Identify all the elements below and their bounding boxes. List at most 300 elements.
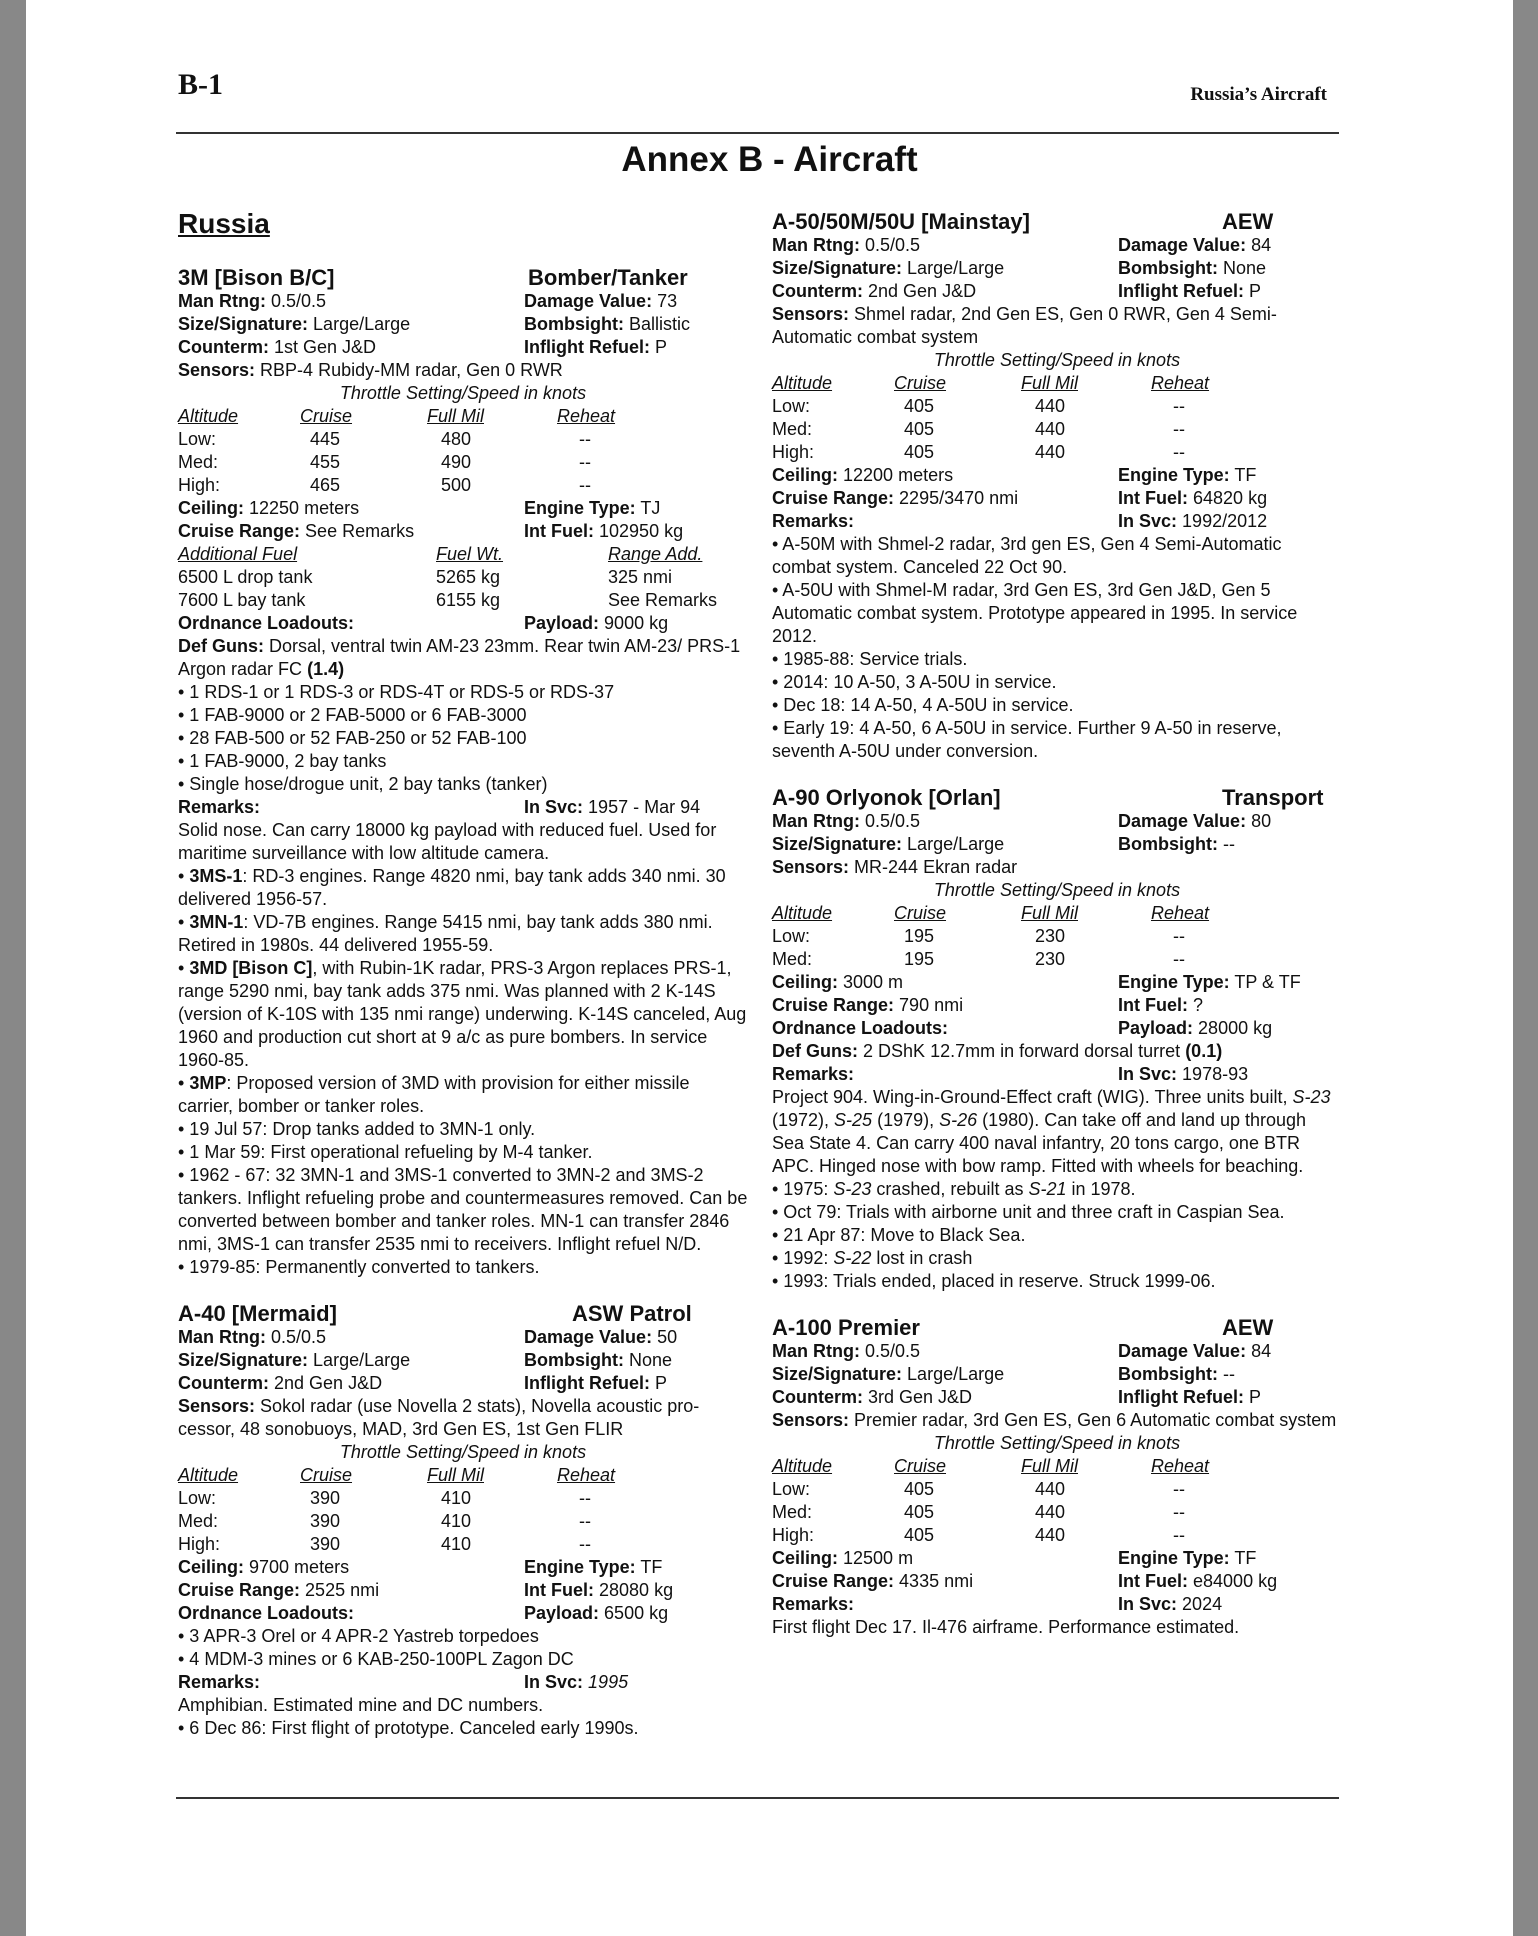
text-mainstay-refuel: P	[1249, 281, 1262, 301]
text-orlan-speeds-0-3: --	[1173, 926, 1185, 946]
text-labels-refuel: Inflight Refuel:	[1118, 1387, 1244, 1407]
text-labels-ceiling: Ceiling:	[772, 1548, 838, 1568]
text-line	[1118, 1570, 1342, 1593]
text-labels-bomb: Bombsight:	[1118, 1364, 1218, 1384]
text-line	[178, 1602, 748, 1625]
text-orlan-defguns-val: (0.1)	[1185, 1041, 1223, 1061]
text-speed-headers-1: Cruise	[894, 1456, 947, 1476]
text-line	[772, 280, 1342, 303]
text-mermaid-man: 0.5/0.5	[271, 1327, 327, 1347]
text-mermaid-refuel: P	[655, 1373, 668, 1393]
text-labels-engine: Engine Type:	[524, 498, 636, 518]
text-orlan-b4-pre: • 1992:	[772, 1248, 834, 1268]
text-labels-refuel: Inflight Refuel:	[524, 1373, 650, 1393]
text-labels-intfuel: Int Fuel:	[1118, 488, 1188, 508]
text-mainstay-remarks-1: • A-50U with Shmel-M radar, 3rd Gen ES, 3rd Gen J&D, Gen 5 Automatic combat system. Prototype appeared in 1995. In service 2012.	[772, 580, 1298, 646]
size-signature: Large/Large	[313, 314, 411, 334]
text-line	[772, 1017, 1342, 1040]
text-line	[1118, 280, 1342, 303]
text-labels-bomb: Bombsight:	[524, 314, 624, 334]
text-speed-caption: Throttle Setting/Speed in knots	[339, 1442, 587, 1462]
aircraft-entry-orlan	[772, 785, 1342, 1293]
text-mainstay-speeds-0-1: 405	[904, 396, 935, 416]
text-bison-speeds-0-3: --	[579, 429, 591, 449]
text-premier-insvc: 2024	[1182, 1594, 1223, 1614]
text-mermaid-payload: 6500 kg	[604, 1603, 669, 1623]
text-labels-insvc: In Svc:	[1118, 1594, 1178, 1614]
text-line	[524, 1326, 748, 1349]
text-line	[772, 810, 1118, 833]
text-mermaid-speeds-1-3: --	[579, 1511, 591, 1531]
text-line	[772, 1547, 1342, 1570]
text-orlan-payload: 28000 kg	[1198, 1018, 1273, 1038]
text-premier-speeds-0-2: 440	[1035, 1479, 1066, 1499]
text-orlan-speeds-0-1: 195	[904, 926, 935, 946]
text-labels-ord: Ordnance Loadouts:	[178, 613, 355, 633]
text-mermaid-sensors: Sokol radar (use Novella 2 stats), Novella acoustic pro-cessor, 48 sonobuoys, MAD, 3rd Gen ES, 1st Gen FLIR	[178, 1396, 700, 1439]
text-line	[178, 1579, 748, 1602]
text-line	[524, 497, 748, 520]
text-mainstay-intfuel: 64820 kg	[1193, 488, 1268, 508]
text-premier-speeds-0-1: 405	[904, 1479, 935, 1499]
text-speed-headers-0: Altitude	[178, 1465, 239, 1485]
text-bison-speeds-0-2: 480	[441, 429, 472, 449]
text-line: • 3MN-1: VD-7B engines. Range 5415 nmi, bay tank adds 380 nmi. Retired in 1980s. 44 delivered 1955-59.	[178, 912, 713, 955]
text-labels-insvc: In Svc:	[1118, 1064, 1178, 1084]
text-line	[772, 971, 1342, 994]
text-labels-size: Size/Signature:	[178, 314, 309, 334]
text-orlan-speeds-1-1: 195	[904, 949, 935, 969]
text-orlan-b2: • Oct 79: Trials with airborne unit and three craft in Caspian Sea.	[772, 1202, 1285, 1222]
left-column	[178, 209, 748, 1762]
text-speed-headers-1: Cruise	[300, 1465, 353, 1485]
text-labels-size: Size/Signature:	[772, 1364, 903, 1384]
text-bison-rem-b2: 3MN-1	[189, 912, 244, 932]
text-premier-speeds-0-3: --	[1173, 1479, 1185, 1499]
text-labels-ord: Ordnance Loadouts:	[772, 1018, 949, 1038]
text-line	[772, 1178, 1342, 1201]
text-premier-dmg: 84	[1251, 1341, 1272, 1361]
text-labels-intfuel: Int Fuel:	[1118, 1571, 1188, 1591]
text-labels-range: Cruise Range:	[772, 488, 895, 508]
text-line	[178, 796, 748, 819]
text-premier-man: 0.5/0.5	[865, 1341, 921, 1361]
text-line	[1118, 487, 1342, 510]
text-orlan-b4-post: lost in crash	[871, 1248, 973, 1268]
text-line	[1118, 833, 1342, 856]
text-line: • 3MD [Bison C], with Rubin-1K radar, PRS-3 Argon replaces PRS-1, range 5290 nmi, bay tank adds 375 nmi. Was planned with 2 K-14S (version of K-10S with 135 nmi range) underwing. K-14S canceled, Aug 1960 and production cut short at 9 a/c as pure bombers. In service 1960-85.	[178, 958, 747, 1070]
text-mermaid-speeds-2-1: 390	[310, 1534, 341, 1554]
text-labels-defguns: Def Guns:	[772, 1041, 859, 1061]
text-speed-headers-1: Cruise	[894, 903, 947, 923]
region-heading: Russia	[178, 208, 270, 239]
text-labels-sensors: Sensors:	[772, 1410, 850, 1430]
text-labels-intfuel: Int Fuel:	[1118, 995, 1188, 1015]
text-bison-rem-t3: , with Rubin-1K radar, PRS-3 Argon replaces PRS-1, range 5290 nmi, bay tank adds 375 nmi. Was planned with 2 K-14S (version of K-10S with 135 nmi range) underwing. K-14S canceled, Aug 1960 and production cut short at 9 a/c as pure bombers. In service 1960-85.	[178, 958, 747, 1070]
text-mainstay-range: 2295/3470 nmi	[899, 488, 1019, 508]
text-bison-ordnance-3: • 1 FAB-9000, 2 bay tanks	[178, 751, 387, 771]
text-labels-remarks: Remarks:	[178, 797, 261, 817]
text-mainstay-speeds-0-2: 440	[1035, 396, 1066, 416]
text-mermaid-speeds-2-2: 410	[441, 1534, 472, 1554]
page-title: Annex B - Aircraft	[621, 140, 918, 179]
text-bison-rem-more-3: • 1979-85: Permanently converted to tankers.	[178, 1257, 540, 1277]
text-speed-headers-0: Altitude	[772, 373, 833, 393]
text-line	[772, 1340, 1118, 1363]
text-line	[772, 1570, 1118, 1593]
text-labels-intfuel: Int Fuel:	[524, 1580, 594, 1600]
text-bison-ordnance-4: • Single hose/drogue unit, 2 bay tanks (tanker)	[178, 774, 548, 794]
text-bison-fuel-rows-1-1: 6155 kg	[436, 590, 501, 610]
text-bison-rem-more-2: • 1962 - 67: 32 3MN-1 and 3MS-1 converted to 3MN-2 and 3MS-2 tankers. Inflight refueling probe and countermeasures removed. Can be converted between bomber and tanker roles. MN-1 can transfer 2846 nmi, 3MS-1 can transfer 2535 nmi to receivers. Inflight refuel N/D.	[178, 1165, 748, 1254]
text-orlan-defguns: 2 DShK 12.7mm in forward dorsal turret	[863, 1041, 1181, 1061]
text-line	[772, 464, 1118, 487]
text-bison-fuel-headers-2: Range Add.	[608, 544, 703, 564]
text-labels-bomb: Bombsight:	[524, 1350, 624, 1370]
text-line	[178, 1556, 524, 1579]
text-orlan-speeds-0-0: Low:	[772, 926, 811, 946]
text-line	[772, 810, 1342, 833]
text-line	[178, 612, 748, 635]
footer-rule	[176, 1797, 1339, 1799]
text-orlan-intfuel: ?	[1193, 995, 1204, 1015]
text-orlan-rem-p3: (1979),	[872, 1110, 940, 1130]
text-orlan-b1-pre: • 1975:	[772, 1179, 834, 1199]
text-speed-headers-2: Full Mil	[1021, 1456, 1078, 1476]
text-line	[178, 1556, 748, 1579]
text-labels-refuel: Inflight Refuel:	[524, 337, 650, 357]
text-line	[772, 510, 1342, 533]
text-line	[772, 1386, 1118, 1409]
text-labels-man: Man Rtng:	[772, 811, 860, 831]
aircraft-entry-mermaid	[178, 1301, 748, 1740]
text-line	[772, 1363, 1118, 1386]
text-bison-rem-more-0: • 19 Jul 57: Drop tanks added to 3MN-1 only.	[178, 1119, 536, 1139]
text-line	[524, 1372, 748, 1395]
text-orlan-rem-s23: S-23	[1292, 1087, 1331, 1107]
text-orlan-b5: • 1993: Trials ended, placed in reserve. Struck 1999-06.	[772, 1271, 1216, 1291]
text-premier-speeds-2-0: High:	[772, 1525, 815, 1545]
text-premier-speeds-1-0: Med:	[772, 1502, 813, 1522]
text-labels-dmg: Damage Value:	[1118, 235, 1247, 255]
text-line	[772, 1063, 1342, 1086]
text-line	[1118, 234, 1342, 257]
text-mermaid-ceiling: 9700 meters	[249, 1557, 350, 1577]
text-orlan-rem-s25: S-25	[834, 1110, 873, 1130]
text-premier-speeds-2-1: 405	[904, 1525, 935, 1545]
text-line	[178, 1671, 748, 1694]
text-line	[178, 1671, 524, 1694]
text-line	[772, 257, 1118, 280]
text-labels-engine: Engine Type:	[524, 1557, 636, 1577]
text-line	[772, 1570, 1342, 1593]
inflight-refuel: P	[655, 337, 668, 357]
text-mermaid-counter: 2nd Gen J&D	[274, 1373, 383, 1393]
text-speed-caption: Throttle Setting/Speed in knots	[933, 1433, 1181, 1453]
text-labels-payload: Payload:	[524, 1603, 600, 1623]
text-mainstay-dmg: 84	[1251, 235, 1272, 255]
text-premier-speeds-2-3: --	[1173, 1525, 1185, 1545]
text-mermaid-bomb: None	[629, 1350, 673, 1370]
text-bison-rem-b4: 3MP	[189, 1073, 227, 1093]
aircraft-name: A-100 Premier	[772, 1315, 920, 1340]
text-labels-remarks: Remarks:	[772, 1064, 855, 1084]
right-column	[772, 209, 1342, 1661]
text-bison-fuel-headers-1: Fuel Wt.	[436, 544, 504, 564]
text-speed-headers-2: Full Mil	[427, 1465, 484, 1485]
text-line	[178, 359, 748, 382]
text-line	[772, 1593, 1342, 1616]
text-orlan-insvc: 1978-93	[1182, 1064, 1249, 1084]
text-labels-sensors: Sensors:	[178, 360, 256, 380]
aircraft-entry-mainstay	[772, 209, 1342, 763]
text-orlan-speeds-0-2: 230	[1035, 926, 1066, 946]
text-bison-ordnance-1: • 1 FAB-9000 or 2 FAB-5000 or 6 FAB-3000	[178, 705, 527, 725]
text-premier-sensors: Premier radar, 3rd Gen ES, Gen 6 Automatic combat system	[854, 1410, 1337, 1430]
text-premier-engine: TF	[1234, 1548, 1257, 1568]
text-labels-insvc: In Svc:	[524, 797, 584, 817]
text-speed-headers-0: Altitude	[178, 406, 239, 426]
text-labels-range: Cruise Range:	[772, 995, 895, 1015]
sensors: RBP-4 Rubidy-MM radar, Gen 0 RWR	[260, 360, 563, 380]
text-orlan-range: 790 nmi	[899, 995, 964, 1015]
speed-table	[772, 1455, 1342, 1547]
text-mainstay-remarks-2: • 1985-88: Service trials.	[772, 649, 968, 669]
text-line	[772, 234, 1342, 257]
text-orlan-dmg: 80	[1251, 811, 1272, 831]
text-line	[178, 290, 524, 313]
text-labels-engine: Engine Type:	[1118, 1548, 1230, 1568]
text-line	[524, 1556, 748, 1579]
text-labels-dmg: Damage Value:	[1118, 1341, 1247, 1361]
text-orlan-b4-s22: S-22	[833, 1248, 872, 1268]
text-bison-defguns: Dorsal, ventral twin AM-23 23mm. Rear twin AM-23/ PRS-1 Argon radar FC	[178, 636, 741, 679]
text-line	[178, 1349, 524, 1372]
text-orlan-b1-s21: S-21	[1028, 1179, 1067, 1199]
man-rating: 0.5/0.5	[271, 291, 327, 311]
text-premier-bomb: --	[1223, 1364, 1235, 1384]
text-speed-headers-3: Reheat	[557, 1465, 616, 1485]
text-labels-defguns: Def Guns:	[178, 636, 265, 656]
text-labels-man: Man Rtng:	[178, 1327, 266, 1347]
aircraft-type: ASW Patrol	[572, 1301, 692, 1326]
cruise-range: See Remarks	[305, 521, 415, 541]
text-mermaid-speeds-0-1: 390	[310, 1488, 341, 1508]
text-labels-payload: Payload:	[524, 613, 600, 633]
text-bison-speeds-0-1: 445	[310, 429, 341, 449]
text-bison-fuel-rows-0-1: 5265 kg	[436, 567, 501, 587]
text-bison-ordnance-0: • 1 RDS-1 or 1 RDS-3 or RDS-4T or RDS-5 or RDS-37	[178, 682, 615, 702]
text-line	[772, 1086, 1342, 1178]
in-service: 1957 - Mar 94	[588, 797, 701, 817]
text-line	[178, 1602, 524, 1625]
text-premier-refuel: P	[1249, 1387, 1262, 1407]
text-mainstay-remarks-3: • 2014: 10 A-50, 3 A-50U in service.	[772, 672, 1057, 692]
text-bison-rem-t1: : RD-3 engines. Range 4820 nmi, bay tank adds 340 nmi. 30 delivered 1956-57.	[178, 866, 726, 909]
speed-table	[178, 405, 748, 497]
text-mermaid-remarks-0: Amphibian. Estimated mine and DC numbers.	[178, 1695, 544, 1715]
text-labels-sensors: Sensors:	[178, 1396, 256, 1416]
text-labels-engine: Engine Type:	[1118, 972, 1230, 992]
text-mainstay-engine: TF	[1234, 465, 1257, 485]
text-bison-rem-t4: : Proposed version of 3MD with provision for either missile carrier, bomber or tanker roles.	[178, 1073, 690, 1116]
payload: 9000 kg	[604, 613, 669, 633]
text-labels-engine: Engine Type:	[1118, 465, 1230, 485]
text-line	[772, 257, 1342, 280]
text-speed-headers-3: Reheat	[1151, 373, 1210, 393]
text-mainstay-speeds-2-1: 405	[904, 442, 935, 462]
text-mermaid-speeds-2-0: High:	[178, 1534, 221, 1554]
text-bison-defguns-val: (1.4)	[307, 659, 345, 679]
text-orlan-b1-s23: S-23	[833, 1179, 872, 1199]
text-line	[772, 487, 1342, 510]
text-bison-speeds-2-1: 465	[310, 475, 341, 495]
text-mermaid-ordnance-0: • 3 APR-3 Orel or 4 APR-2 Yastreb torpedoes	[178, 1626, 539, 1646]
text-line	[772, 487, 1118, 510]
text-mermaid-remarks-1: • 6 Dec 86: First flight of prototype. Canceled early 1990s.	[178, 1718, 639, 1738]
text-line	[1118, 257, 1342, 280]
text-line	[178, 497, 748, 520]
text-line	[178, 497, 524, 520]
text-line	[178, 1301, 748, 1326]
speed-table	[178, 1464, 748, 1556]
text-line	[178, 1326, 748, 1349]
text-line	[1118, 1547, 1342, 1570]
speed-table	[772, 902, 1342, 971]
text-line	[524, 796, 748, 819]
text-orlan-rem-p4: (1980). Can take off and land up through Sea State 4. Can carry 400 naval infantry, 20 tons cargo, one BTR APC. Hinged nose with bow ramp. Fitted with wheels for beaching.	[772, 1110, 1307, 1176]
text-speed-headers-3: Reheat	[1151, 903, 1210, 923]
text-labels-ceiling: Ceiling:	[772, 972, 838, 992]
text-line	[772, 1340, 1342, 1363]
text-orlan-speeds-1-0: Med:	[772, 949, 813, 969]
text-bison-speeds-0-0: Low:	[178, 429, 217, 449]
text-line	[1118, 971, 1342, 994]
text-labels-range: Cruise Range:	[178, 1580, 301, 1600]
text-line	[524, 1671, 748, 1694]
text-line	[772, 303, 1342, 349]
text-labels-refuel: Inflight Refuel:	[1118, 281, 1244, 301]
text-line	[1118, 1363, 1342, 1386]
text-line	[772, 209, 1342, 234]
text-line	[772, 510, 1118, 533]
text-mermaid-ordnance-1: • 4 MDM-3 mines or 6 KAB-250-100PL Zagon DC	[178, 1649, 574, 1669]
text-labels-ceiling: Ceiling:	[178, 1557, 244, 1577]
text-orlan-rem-p2: (1972),	[772, 1110, 835, 1130]
text-mainstay-speeds-2-0: High:	[772, 442, 815, 462]
text-bison-rem-t2: : VD-7B engines. Range 5415 nmi, bay tank adds 380 nmi. Retired in 1980s. 44 delivered 1955-59.	[178, 912, 713, 955]
text-mermaid-speeds-0-2: 410	[441, 1488, 472, 1508]
text-line	[772, 785, 1342, 810]
text-mermaid-intfuel: 28080 kg	[599, 1580, 674, 1600]
text-line	[524, 612, 748, 635]
text-labels-insvc: In Svc:	[1118, 511, 1178, 531]
text-labels-range: Cruise Range:	[178, 521, 301, 541]
text-bison-speeds-1-3: --	[579, 452, 591, 472]
text-mainstay-man: 0.5/0.5	[865, 235, 921, 255]
text-speed-headers-1: Cruise	[300, 406, 353, 426]
text-speed-headers-0: Altitude	[772, 903, 833, 923]
text-line	[178, 265, 748, 290]
additional-fuel-table	[178, 543, 748, 612]
text-speed-caption: Throttle Setting/Speed in knots	[933, 350, 1181, 370]
text-line	[178, 1349, 748, 1372]
text-mainstay-speeds-1-0: Med:	[772, 419, 813, 439]
text-mainstay-speeds-1-3: --	[1173, 419, 1185, 439]
text-bison-fuel-rows-1-2: See Remarks	[608, 590, 718, 610]
text-labels-intfuel: Int Fuel:	[524, 521, 594, 541]
text-line	[178, 313, 748, 336]
text-line	[1118, 810, 1342, 833]
text-line	[178, 1326, 524, 1349]
text-premier-speeds-1-2: 440	[1035, 1502, 1066, 1522]
text-line	[524, 336, 748, 359]
text-bison-speeds-1-2: 490	[441, 452, 472, 472]
text-premier-ceiling: 12500 m	[843, 1548, 914, 1568]
page-number: B-1	[178, 68, 223, 101]
text-line	[1118, 1340, 1342, 1363]
text-speed-caption: Throttle Setting/Speed in knots	[933, 880, 1181, 900]
text-orlan-b3: • 21 Apr 87: Move to Black Sea.	[772, 1225, 1026, 1245]
document-page	[26, 0, 1513, 1936]
text-labels-range: Cruise Range:	[772, 1571, 895, 1591]
aircraft-type: Bomber/Tanker	[528, 265, 688, 290]
text-speed-headers-1: Cruise	[894, 373, 947, 393]
text-premier-speeds-0-0: Low:	[772, 1479, 811, 1499]
text-line	[772, 833, 1118, 856]
aircraft-name: A-50/50M/50U [Mainstay]	[772, 209, 1030, 234]
text-bison-fuel-rows-0-2: 325 nmi	[608, 567, 673, 587]
text-mainstay-speeds-0-0: Low:	[772, 396, 811, 416]
aircraft-type: Transport	[1222, 785, 1324, 810]
text-labels-bomb: Bombsight:	[1118, 258, 1218, 278]
text-line	[178, 1372, 524, 1395]
text-line	[772, 856, 1342, 879]
text-labels-counter: Counterm:	[772, 1387, 863, 1407]
text-mainstay-counter: 2nd Gen J&D	[868, 281, 977, 301]
text-line	[524, 1602, 748, 1625]
text-premier-speeds-2-2: 440	[1035, 1525, 1066, 1545]
text-labels-size: Size/Signature:	[178, 1350, 309, 1370]
text-line	[772, 994, 1342, 1017]
text-line	[524, 1579, 748, 1602]
text-premier-intfuel: e84000 kg	[1193, 1571, 1278, 1591]
text-orlan-sensors: MR-244 Ekran radar	[854, 857, 1018, 877]
text-labels-remarks: Remarks:	[772, 511, 855, 531]
text-line	[772, 280, 1118, 303]
damage-value: 73	[657, 291, 678, 311]
text-bison-rem-b1: 3MS-1	[189, 866, 243, 886]
text-line	[772, 464, 1342, 487]
text-mainstay-size: Large/Large	[907, 258, 1005, 278]
text-mermaid-size: Large/Large	[313, 1350, 411, 1370]
text-labels-sensors: Sensors:	[772, 304, 850, 324]
aircraft-entry-bison	[178, 265, 748, 1279]
speed-caption: Throttle Setting/Speed in knots	[339, 383, 587, 403]
text-orlan-rem-s26: S-26	[939, 1110, 978, 1130]
text-line	[772, 994, 1118, 1017]
text-labels-man: Man Rtng:	[772, 235, 860, 255]
text-bison-speeds-1-0: Med:	[178, 452, 219, 472]
text-line	[178, 336, 524, 359]
text-line	[772, 1363, 1342, 1386]
text-orlan-b1-post: in 1978.	[1066, 1179, 1136, 1199]
text-labels-insvc: In Svc:	[524, 1672, 584, 1692]
aircraft-name: A-90 Orlyonok [Orlan]	[772, 785, 1001, 810]
text-mainstay-remarks-4: • Dec 18: 14 A-50, 4 A-50U in service.	[772, 695, 1074, 715]
text-bison-fuel-headers-0: Additional Fuel	[178, 544, 298, 564]
text-line	[772, 1547, 1118, 1570]
